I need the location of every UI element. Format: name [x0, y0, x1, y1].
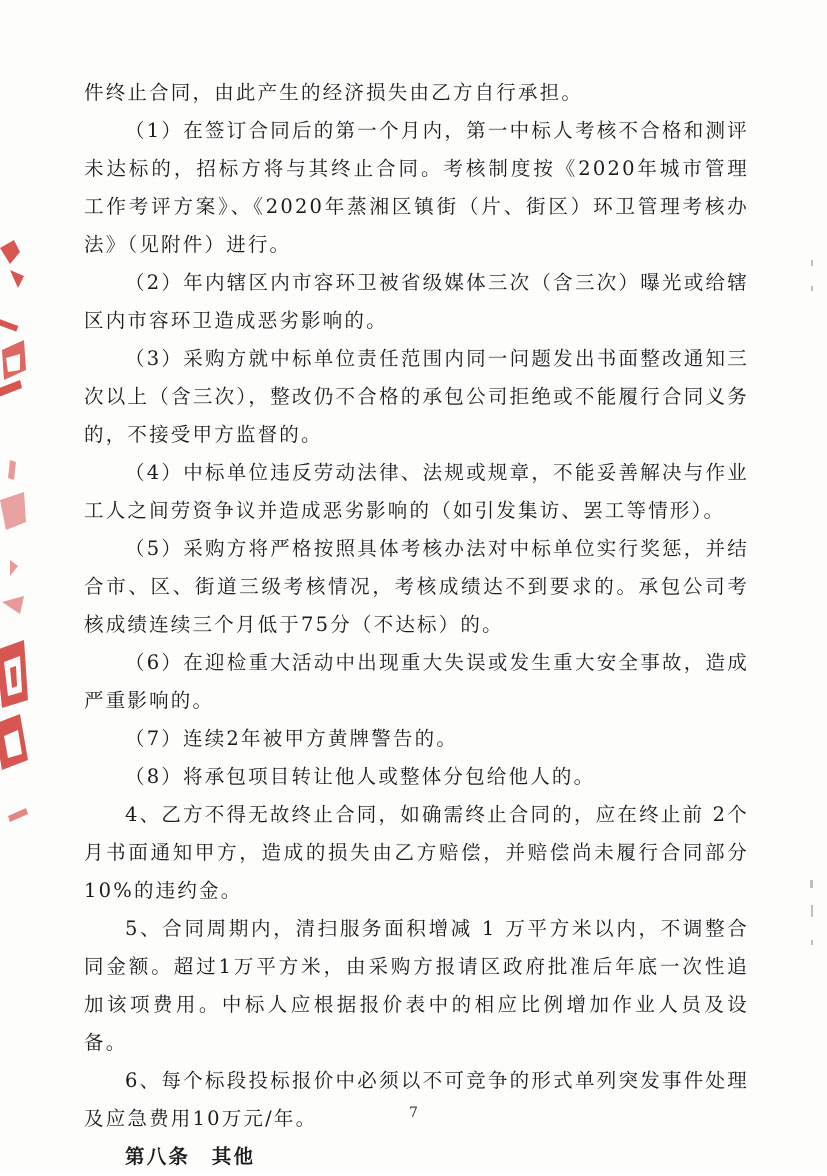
paragraph-clause-6: 6、每个标段投标报价中必须以不可竞争的形式单列突发事件处理及应急费用10万元/年。 [84, 1069, 749, 1130]
paragraph-item-1: （1）在签订合同后的第一个月内，第一中标人考核不合格和测评未达标的，招标方将与其终止合同。考核制度按《2020年城市管理工作考评方案》、《2020年蒸湘区镇街（片、街区）环卫管理考核办法》（见附件）进行。 [84, 119, 749, 256]
scan-edge-marks [805, 250, 819, 970]
seal-stamp-fragment [0, 230, 40, 850]
paragraph-termination-continued: 件终止合同，由此产生的经济损失由乙方自行承担。 [84, 81, 584, 104]
paragraph-clause-5: 5、合同周期内，清扫服务面积增减 1 万平方米以内，不调整合同金额。超过1万平方米，由采购方报请区政府批准后年底一次性追加该项费用。中标人应根据报价表中的相应比例增加作业人员及设备。 [84, 917, 749, 1054]
paragraph-clause-4: 4、乙方不得无故终止合同，如确需终止合同的，应在终止前 2个月书面通知甲方，造成的损失由乙方赔偿，并赔偿尚未履行合同部分10%的违约金。 [84, 803, 749, 902]
section-heading-article-8: 第八条 其他 [125, 1145, 256, 1168]
paragraph-item-8: （8）将承包项目转让他人或整体分包给他人的。 [125, 765, 596, 788]
document-body [84, 74, 749, 1176]
paragraph-item-2: （2）年内辖区内市容环卫被省级媒体三次（含三次）曝光或给辖区内市容环卫造成恶劣影响的。 [84, 271, 749, 332]
page-number: 7 [409, 1105, 418, 1121]
paragraph-item-6: （6）在迎检重大活动中出现重大失误或发生重大安全事故，造成严重影响的。 [84, 651, 749, 712]
paragraph-item-3: （3）采购方就中标单位责任范围内同一问题发出书面整改通知三次以上（含三次），整改仍不合格的承包公司拒绝或不能履行合同义务的，不接受甲方监督的。 [84, 347, 749, 446]
paragraph-item-4: （4）中标单位违反劳动法律、法规或规章，不能妥善解决与作业工人之间劳资争议并造成恶劣影响的（如引发集访、罢工等情形）。 [84, 461, 749, 522]
paragraph-item-7: （7）连续2年被甲方黄牌警告的。 [125, 727, 459, 750]
paragraph-item-5: （5）采购方将严格按照具体考核办法对中标单位实行奖惩，并结合市、区、街道三级考核情况，考核成绩达不到要求的。承包公司考核成绩连续三个月低于75分（不达标）的。 [84, 537, 749, 636]
